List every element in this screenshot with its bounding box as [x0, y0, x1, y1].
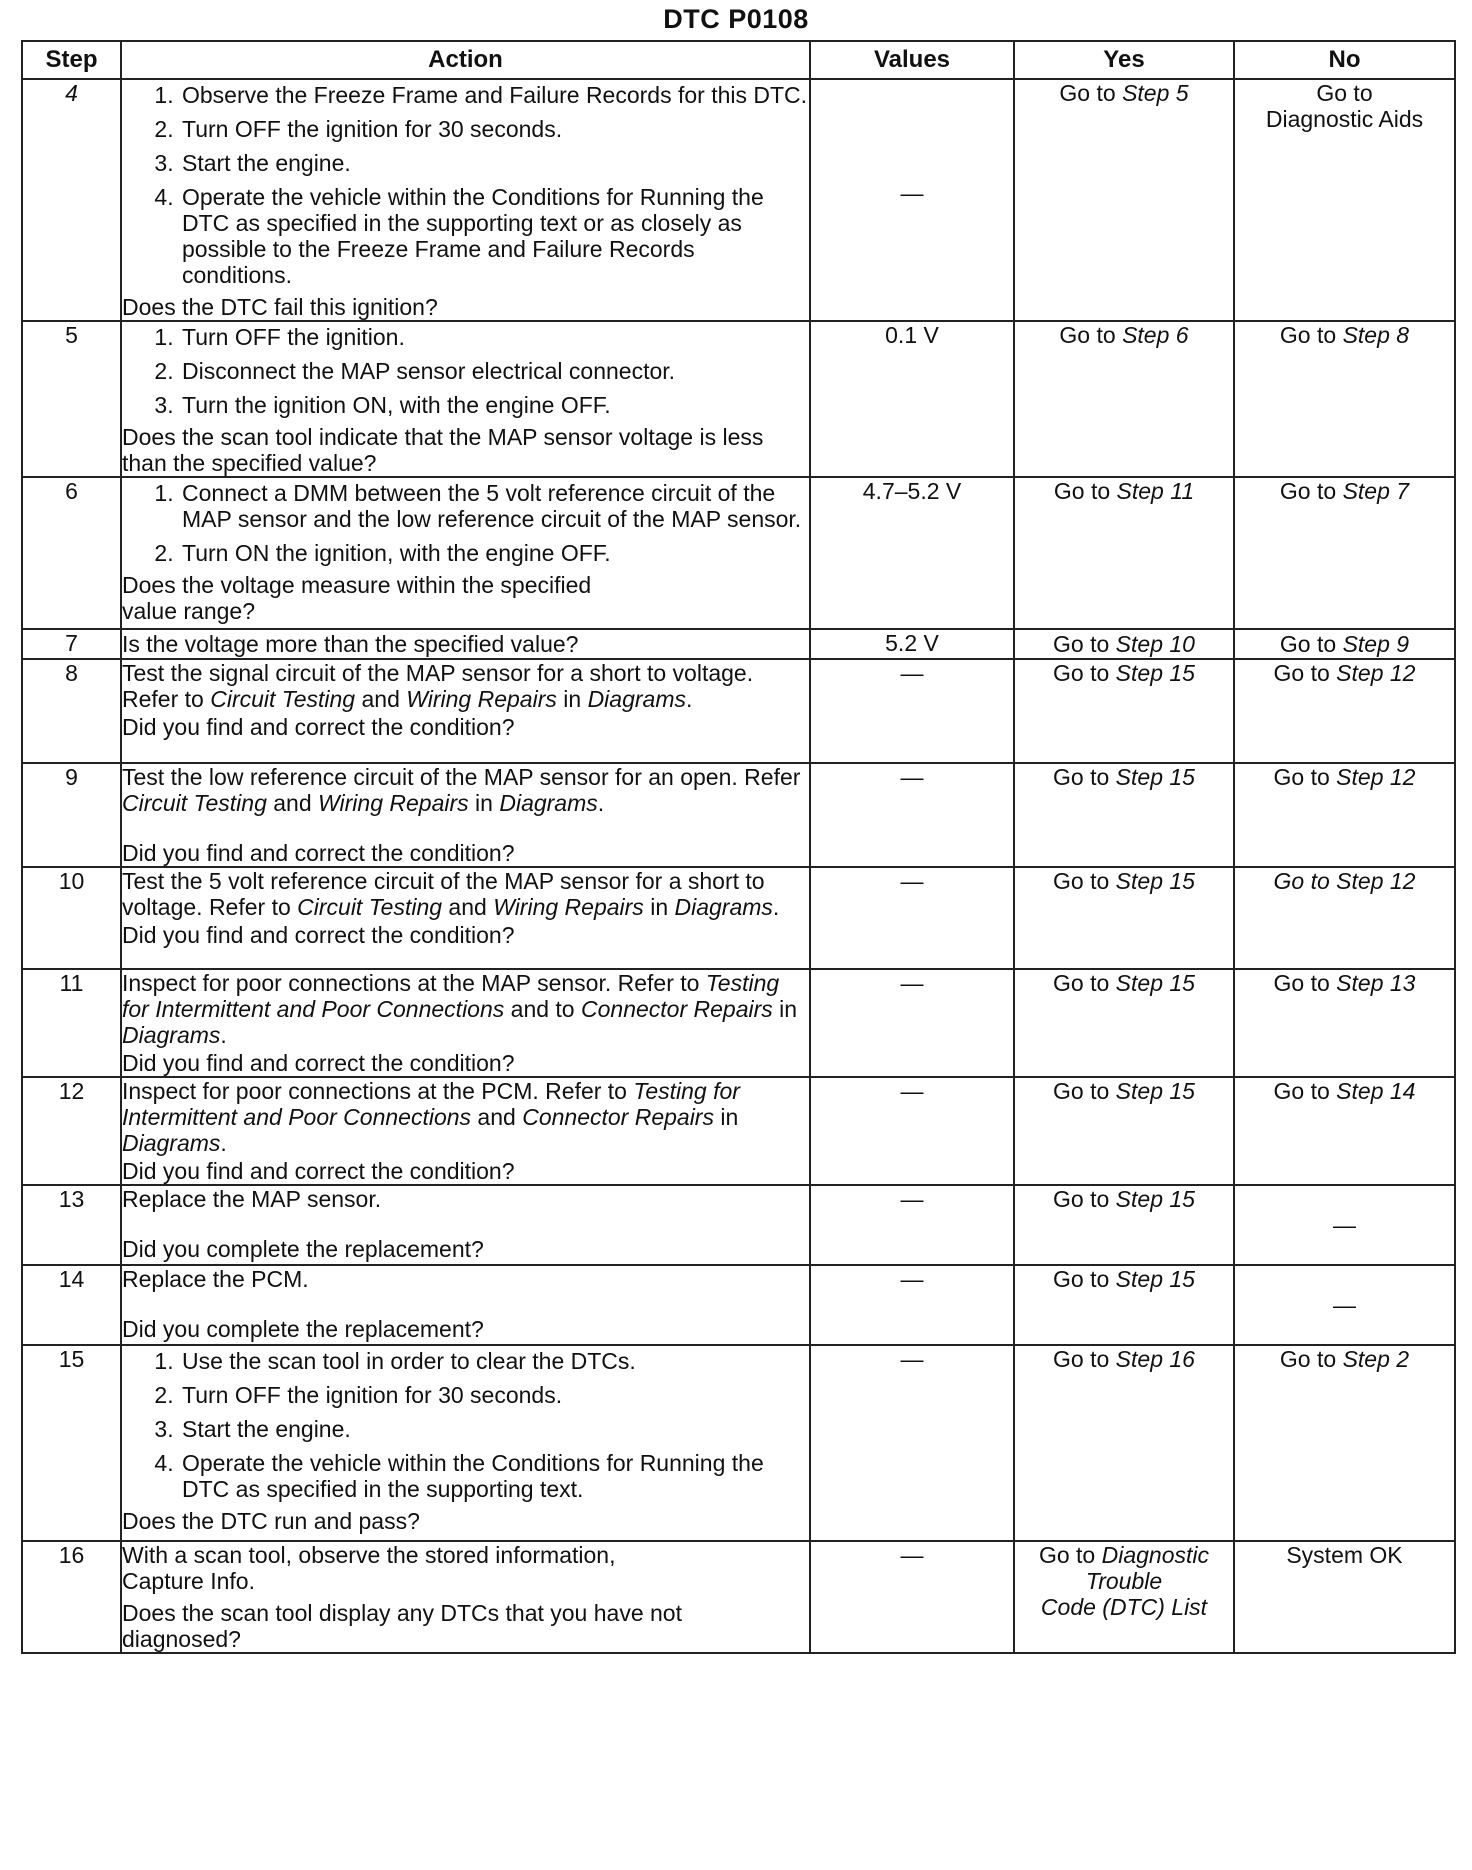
reference-link[interactable]: Wiring Repairs	[493, 894, 644, 920]
step-number: 16	[22, 1541, 121, 1653]
table-row-step-4	[22, 79, 1455, 321]
table-row-step-13	[22, 1185, 1455, 1265]
action-cell	[121, 867, 810, 969]
action-item: 4. Operate the vehicle within the Conditions for Running the DTC as specified in the supporting text or as closely as possible to the Freeze Frame and Failure Records conditions.	[180, 184, 809, 288]
action-text: Test the low reference circuit of the MAP sensor for an open. Refer Circuit Testing and Wiring Repairs in Diagrams.	[122, 764, 801, 816]
reference-link[interactable]: Circuit Testing	[210, 686, 356, 712]
value-cell: 5.2 V	[810, 629, 1014, 659]
no-step-link[interactable]: Step 14	[1336, 1078, 1416, 1104]
action-text: Replace the PCM.	[122, 1266, 309, 1292]
no-cell: System OK	[1234, 1541, 1455, 1653]
no-link[interactable]: Diagnostic Aids	[1265, 106, 1424, 132]
reference-link[interactable]: Testing for Intermittent and Poor Connections	[122, 1078, 740, 1130]
action-item: 3. Turn the ignition ON, with the engine OFF.	[180, 392, 809, 418]
action-text: Inspect for poor connections at the PCM. Refer to Testing for Intermittent and Poor Connections and Connector Repairs in Diagrams.	[122, 1078, 740, 1156]
step-number: 9	[22, 763, 121, 867]
action-question: Does the scan tool display any DTCs that you have not diagnosed?	[122, 1600, 682, 1652]
no-cell: Go to Step 9	[1234, 629, 1455, 659]
action-item: 4. Operate the vehicle within the Conditions for Running the DTC as specified in the supporting text.	[180, 1450, 809, 1502]
step-number: 4	[22, 79, 121, 321]
action-question: Does the DTC fail this ignition?	[122, 294, 438, 320]
action-question: Did you complete the replacement?	[122, 1316, 484, 1342]
action-cell	[121, 659, 810, 763]
value-cell: —	[810, 659, 1014, 763]
yes-cell: Go to Step 15	[1014, 763, 1234, 867]
action-text: With a scan tool, observe the stored information, Capture Info.	[122, 1542, 616, 1594]
yes-step-link[interactable]: Step 16	[1115, 1346, 1195, 1372]
action-question: Did you find and correct the condition?	[122, 1050, 515, 1076]
action-question: Did you find and correct the condition?	[122, 922, 515, 948]
action-cell	[121, 1265, 810, 1345]
yes-cell: Go to Step 6	[1014, 321, 1234, 477]
action-text: Test the signal circuit of the MAP sensor for a short to voltage. Refer to Circuit Testing and Wiring Repairs in Diagrams.	[122, 660, 754, 712]
action-cell	[121, 321, 810, 477]
yes-cell: Go to Step 10	[1014, 629, 1234, 659]
value-cell: 0.1 V	[810, 321, 1014, 477]
yes-step-link[interactable]: Step 15	[1115, 764, 1195, 790]
step-number: 10	[22, 867, 121, 969]
no-cell: —	[1234, 1265, 1455, 1345]
no-cell: —	[1234, 1185, 1455, 1265]
page-title: DTC P0108	[663, 4, 809, 34]
action-item: 2. Disconnect the MAP sensor electrical connector.	[180, 358, 809, 384]
action-question: Does the scan tool indicate that the MAP sensor voltage is less than the specified value?	[122, 424, 764, 476]
yes-step-link[interactable]: Step 10	[1115, 631, 1195, 657]
value-cell: 4.7–5.2 V	[810, 477, 1014, 629]
dtc-table	[21, 40, 1456, 1654]
action-item: 1. Turn OFF the ignition.	[180, 324, 809, 350]
yes-reference-link[interactable]: Diagnostic	[1101, 1542, 1210, 1568]
action-text: Replace the MAP sensor.	[122, 1186, 382, 1212]
yes-step-link[interactable]: Step 15	[1115, 868, 1195, 894]
header-step: Step	[22, 41, 121, 79]
no-step-link[interactable]: Step 12	[1336, 764, 1416, 790]
action-question: Does the DTC run and pass?	[122, 1508, 420, 1534]
action-cell	[121, 763, 810, 867]
reference-link[interactable]: Connector Repairs	[522, 1104, 714, 1130]
action-cell	[121, 1077, 810, 1185]
table-row-step-16	[22, 1541, 1455, 1653]
value-cell: —	[810, 867, 1014, 969]
header-no: No	[1234, 41, 1455, 79]
reference-link[interactable]: Circuit Testing	[297, 894, 443, 920]
table-row-step-8	[22, 659, 1455, 763]
action-cell	[121, 629, 810, 659]
action-cell	[121, 1541, 810, 1653]
yes-step-link[interactable]: Step 15	[1115, 1078, 1195, 1104]
action-question: Did you find and correct the condition?	[122, 714, 515, 740]
no-step-link[interactable]: Step 7	[1342, 478, 1410, 504]
no-step-link[interactable]: Step 12	[1336, 660, 1416, 686]
no-step-link[interactable]: Step 9	[1342, 631, 1410, 657]
yes-reference-link[interactable]: Trouble	[1085, 1568, 1163, 1594]
header-yes: Yes	[1014, 41, 1234, 79]
action-text: Test the 5 volt reference circuit of the MAP sensor for a short to voltage. Refer to Circuit Testing and Wiring Repairs in Diagrams.	[122, 868, 780, 920]
action-text: Inspect for poor connections at the MAP sensor. Refer to Testing for Intermittent and Poor Connections and to Connector Repairs in Diagrams.	[122, 970, 798, 1048]
yes-step-link[interactable]: Step 15	[1115, 1266, 1195, 1292]
no-cell: Go to Step 8	[1234, 321, 1455, 477]
reference-link[interactable]: Connector Repairs	[581, 996, 773, 1022]
yes-step-link[interactable]: Step 11	[1116, 478, 1195, 504]
value-cell: —	[810, 969, 1014, 1077]
action-cell	[121, 477, 810, 629]
action-question: Did you find and correct the condition?	[122, 1158, 515, 1184]
header-action: Action	[121, 41, 810, 79]
action-question: Does the voltage measure within the specified value range?	[122, 572, 592, 624]
step-number: 8	[22, 659, 121, 763]
yes-step-link[interactable]: Step 5	[1122, 80, 1189, 106]
table-row-step-15	[22, 1345, 1455, 1541]
yes-step-link[interactable]: Step 6	[1122, 322, 1189, 348]
reference-link[interactable]: Diagrams	[122, 1022, 221, 1048]
yes-cell: Go to Step 15	[1014, 1185, 1234, 1265]
reference-link[interactable]: Diagrams	[499, 790, 598, 816]
no-step-link[interactable]: Step 13	[1336, 970, 1416, 996]
action-item: 2. Turn ON the ignition, with the engine OFF.	[180, 540, 809, 566]
reference-link[interactable]: Wiring Repairs	[318, 790, 469, 816]
step-number: 7	[22, 629, 121, 659]
action-item: 3. Start the engine.	[180, 1416, 809, 1442]
no-cell: Go to Step 14	[1234, 1077, 1455, 1185]
table-row-step-12	[22, 1077, 1455, 1185]
table-row-step-7	[22, 629, 1455, 659]
table-row-step-5	[22, 321, 1455, 477]
action-question: Did you find and correct the condition?	[122, 840, 515, 866]
reference-link[interactable]: Diagrams	[587, 686, 686, 712]
value-cell: —	[810, 763, 1014, 867]
action-item: 3. Start the engine.	[180, 150, 809, 176]
yes-cell: Go to Step 16	[1014, 1345, 1234, 1541]
action-item: 2. Turn OFF the ignition for 30 seconds.	[180, 116, 809, 142]
step-number: 12	[22, 1077, 121, 1185]
header-values: Values	[810, 41, 1014, 79]
value-cell: —	[810, 1077, 1014, 1185]
value-cell: —	[810, 1345, 1014, 1541]
action-item: 1. Connect a DMM between the 5 volt reference circuit of the MAP sensor and the low reference circuit of the MAP sensor.	[180, 480, 809, 532]
step-number: 13	[22, 1185, 121, 1265]
action-question: Is the voltage more than the specified value?	[122, 631, 579, 657]
reference-link[interactable]: Diagrams	[122, 1130, 221, 1156]
action-item: 2. Turn OFF the ignition for 30 seconds.	[180, 1382, 809, 1408]
action-item: 1. Observe the Freeze Frame and Failure Records for this DTC.	[180, 82, 809, 108]
no-cell: Go to Step 7	[1234, 477, 1455, 629]
yes-cell: Go to Step 5	[1014, 79, 1234, 321]
yes-cell: Go to Step 15	[1014, 659, 1234, 763]
action-question: Did you complete the replacement?	[122, 1236, 484, 1262]
yes-cell: Go to Step 15	[1014, 969, 1234, 1077]
no-step-link[interactable]: Step 2	[1342, 1346, 1410, 1372]
action-cell	[121, 1185, 810, 1265]
action-cell	[121, 79, 810, 321]
reference-link[interactable]: Wiring Repairs	[406, 686, 557, 712]
value-cell: —	[810, 1185, 1014, 1265]
reference-link[interactable]: Testing for Intermittent and Poor Connections	[122, 970, 780, 1022]
yes-cell: Go to Step 15	[1014, 1265, 1234, 1345]
table-row-step-6	[22, 477, 1455, 629]
step-number: 6	[22, 477, 121, 629]
no-cell: Go to Step 13	[1234, 969, 1455, 1077]
yes-step-link[interactable]: Step 15	[1115, 970, 1195, 996]
no-cell: Go to Step 12	[1234, 763, 1455, 867]
yes-cell: Go to Diagnostic Trouble Code (DTC) List	[1014, 1541, 1234, 1653]
yes-cell: Go to Step 11	[1014, 477, 1234, 629]
table-row-step-9	[22, 763, 1455, 867]
yes-cell: Go to Step 15	[1014, 867, 1234, 969]
no-step-link[interactable]: Go to Step 12	[1234, 867, 1455, 969]
no-cell: Go to Diagnostic Aids	[1234, 79, 1455, 321]
action-cell	[121, 969, 810, 1077]
value-cell: —	[810, 1265, 1014, 1345]
reference-link[interactable]: Circuit Testing	[122, 790, 267, 816]
action-item: 1. Use the scan tool in order to clear the DTCs.	[180, 1348, 809, 1374]
no-cell: Go to Step 2	[1234, 1345, 1455, 1541]
no-cell: Go to Step 12	[1234, 659, 1455, 763]
action-cell	[121, 1345, 810, 1541]
value-cell: —	[810, 1541, 1014, 1653]
no-step-link[interactable]: Step 8	[1342, 322, 1410, 348]
yes-cell: Go to Step 15	[1014, 1077, 1234, 1185]
step-number: 15	[22, 1345, 121, 1541]
value-cell: —	[810, 79, 1014, 321]
header-row	[22, 41, 1455, 79]
step-number: 11	[22, 969, 121, 1077]
step-number: 5	[22, 321, 121, 477]
step-number: 14	[22, 1265, 121, 1345]
table-row-step-11	[22, 969, 1455, 1077]
table-row-step-14	[22, 1265, 1455, 1345]
yes-reference-link[interactable]: Code (DTC) List	[1040, 1594, 1208, 1620]
yes-step-link[interactable]: Step 15	[1115, 660, 1195, 686]
yes-step-link[interactable]: Step 15	[1115, 1186, 1195, 1212]
table-row-step-10	[22, 867, 1455, 969]
reference-link[interactable]: Diagrams	[674, 894, 773, 920]
